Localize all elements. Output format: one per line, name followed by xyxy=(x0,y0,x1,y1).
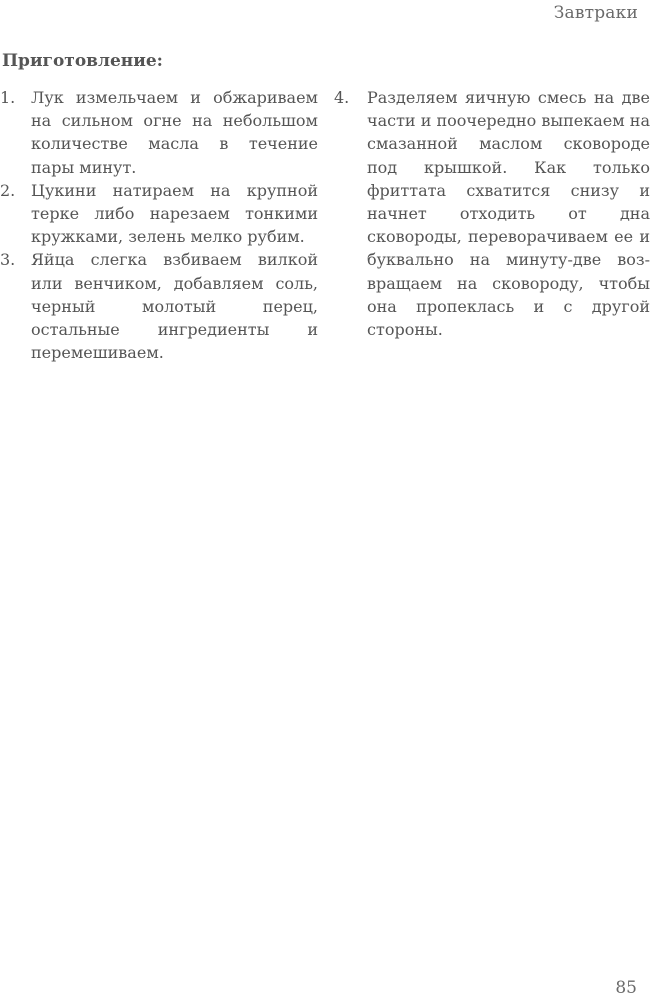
steps-column-left xyxy=(0,86,318,364)
step-number: 4. xyxy=(334,88,350,107)
section-title: Приготовление: xyxy=(2,51,163,71)
step-number: 3. xyxy=(0,250,16,270)
step-number: 2. xyxy=(0,180,16,200)
step-number: 1. xyxy=(0,88,16,107)
step-item-1 xyxy=(0,86,318,179)
step-text: Яйца слегка взбиваем вилкой или венчиком, добавляем соль, черный молотый перец, остальные ингредиенты и перемешиваем. xyxy=(31,250,318,363)
step-text: Лук измельчаем и обжариваем на сильном огне на небольшом количестве масла в течение пары минут. xyxy=(31,88,318,177)
running-header: Завтраки xyxy=(553,3,638,23)
step-item-2 xyxy=(0,179,318,249)
step-text: Цукини натираем на крупной терке либо нарезаем тонкими кружками, зелень мелко рубим. xyxy=(31,180,318,247)
step-item-4 xyxy=(334,86,650,341)
page-number: 85 xyxy=(615,978,637,998)
step-text: Разделяем яичную смесь на две части и поочередно выпекаем на смазанной маслом сковороде под крышкой. Как только фриттата схватится снизу и начнет отходить от дна сковороды, переворачиваем ее и буквально на минуту-две возвращаем на сковороду, чтобы она пропеклась и с другой стороны. xyxy=(367,88,650,340)
step-item-3 xyxy=(0,248,318,364)
steps-column-right xyxy=(334,86,650,341)
